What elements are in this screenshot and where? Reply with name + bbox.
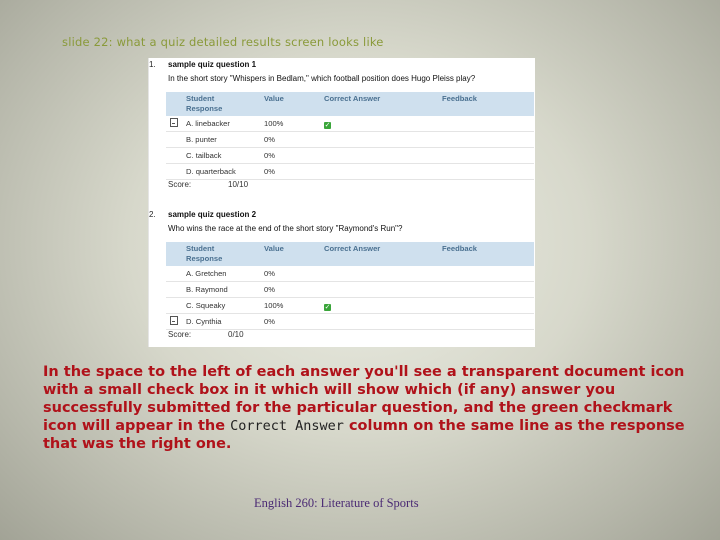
value-cell: 0% — [254, 132, 318, 148]
response-cell: A. Gretchen — [182, 266, 254, 282]
results-table — [166, 242, 534, 330]
score-line — [168, 330, 244, 339]
explanation-text-end: column on the same line as the response that was the right one. — [43, 418, 685, 452]
correct-answer-code: Correct Answer — [230, 418, 344, 434]
quiz-results-screenshot — [148, 58, 535, 347]
response-cell: C. Squeaky — [182, 298, 254, 314]
score-label: Score: — [168, 180, 192, 189]
value-cell: 0% — [254, 164, 318, 180]
score-line — [168, 180, 249, 189]
response-cell: B. punter — [182, 132, 254, 148]
score-label: Score: — [168, 330, 192, 339]
submitted-cell — [166, 314, 182, 330]
question-title: sample quiz question 1 — [168, 60, 257, 69]
col-student-response: Student Response — [182, 242, 254, 266]
icon-column-header — [166, 242, 182, 266]
question-title: sample quiz question 2 — [168, 210, 257, 219]
response-cell: D. quarterback — [182, 164, 254, 180]
value-cell: 100% — [254, 116, 318, 132]
footer-course-title: English 260: Literature of Sports — [254, 496, 419, 510]
green-checkmark-icon: ✓ — [324, 304, 331, 311]
value-cell: 100% — [254, 298, 318, 314]
response-cell: C. tailback — [182, 148, 254, 164]
col-correct-answer: Correct Answer — [318, 242, 438, 266]
response-cell: B. Raymond — [182, 282, 254, 298]
table-row — [166, 164, 534, 180]
results-table — [166, 92, 534, 180]
submitted-document-icon — [170, 316, 178, 325]
value-cell: 0% — [254, 266, 318, 282]
submitted-cell — [166, 116, 182, 132]
table-row — [166, 282, 534, 298]
value-cell: 0% — [254, 282, 318, 298]
col-feedback: Feedback — [438, 92, 534, 116]
slide-title: slide 22: what a quiz detailed results screen looks like — [62, 35, 384, 49]
score-value: 0/10 — [228, 330, 244, 339]
question-number: 2. — [149, 210, 156, 219]
explanation-text-start: In the space to the left of each answer you'll see a transparent document icon with a small check box in it which will show which (if any) answer you successfully submitted for the particular question, and the green checkmark icon will appear in the — [43, 364, 685, 434]
col-value: Value — [254, 242, 318, 266]
feedback-cell — [438, 116, 534, 132]
table-row — [166, 314, 534, 330]
correct-cell — [318, 298, 438, 314]
col-student-response: Student Response — [182, 92, 254, 116]
response-cell: A. linebacker — [182, 116, 254, 132]
table-row — [166, 298, 534, 314]
response-cell: D. Cynthia — [182, 314, 254, 330]
value-cell: 0% — [254, 314, 318, 330]
icon-column-header — [166, 92, 182, 116]
table-row — [166, 132, 534, 148]
value-cell: 0% — [254, 148, 318, 164]
table-row — [166, 266, 534, 282]
col-value: Value — [254, 92, 318, 116]
col-feedback: Feedback — [438, 242, 534, 266]
correct-cell — [318, 116, 438, 132]
question-text: Who wins the race at the end of the short story "Raymond's Run"? — [168, 224, 403, 233]
question-number: 1. — [149, 60, 156, 69]
question-text: In the short story "Whispers in Bedlam," which football position does Hugo Pleiss play? — [168, 74, 476, 83]
score-value: 10/10 — [228, 180, 249, 189]
green-checkmark-icon: ✓ — [324, 122, 331, 129]
table-row — [166, 116, 534, 132]
submitted-document-icon — [170, 118, 178, 127]
explanation-paragraph — [43, 363, 693, 453]
table-row — [166, 148, 534, 164]
col-correct-answer: Correct Answer — [318, 92, 438, 116]
